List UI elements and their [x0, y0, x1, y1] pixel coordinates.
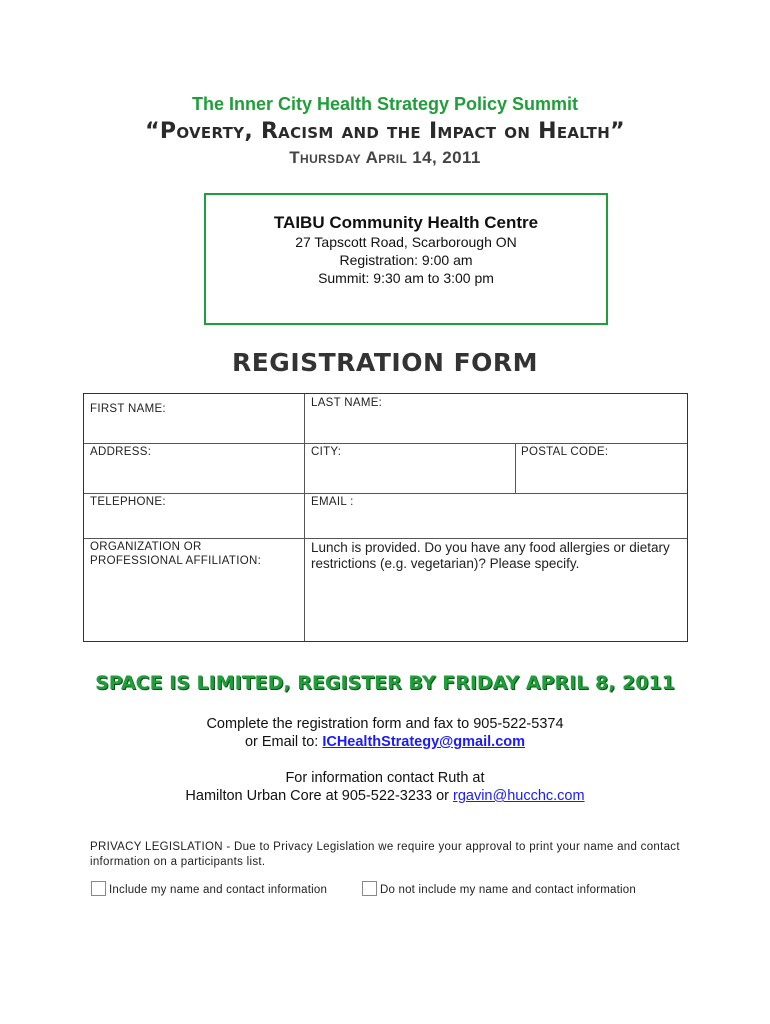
- summit-date: Thursday April 14, 2011: [289, 148, 481, 167]
- include-info-label: Include my name and contact information: [109, 884, 328, 896]
- postal-code-label: POSTAL CODE:: [521, 446, 609, 458]
- privacy-notice: PRIVACY LEGISLATION - Due to Privacy Legislation we require your approval to print your name and contact information on a participants list.: [90, 841, 680, 868]
- include-info-option[interactable]: [91, 881, 327, 896]
- exclude-info-option[interactable]: [362, 881, 636, 896]
- venue-summit-time: Summit: 9:30 am to 3:00 pm: [318, 270, 494, 286]
- city-field[interactable]: [311, 446, 513, 492]
- lunch-note: Lunch is provided. Do you have any food allergies or dietary restrictions (e.g. vegetarian)? Please specify.: [311, 540, 670, 571]
- fax-line: Complete the registration form and fax to 905-522-5374: [206, 716, 564, 732]
- row-divider: [84, 443, 687, 444]
- include-info-checkbox[interactable]: [91, 881, 106, 896]
- postal-code-field[interactable]: [521, 446, 685, 492]
- organization-field[interactable]: [90, 541, 302, 639]
- telephone-label: TELEPHONE:: [90, 496, 166, 508]
- dietary-restrictions-field[interactable]: [311, 540, 685, 639]
- telephone-field[interactable]: [90, 496, 302, 537]
- row-divider: [84, 493, 687, 494]
- email-prefix: or Email to:: [244, 734, 323, 750]
- registration-deadline-notice: SPACE IS LIMITED, REGISTER BY FRIDAY APRIL 8, 2011: [95, 672, 675, 694]
- submission-instructions: [0, 715, 770, 751]
- column-divider: [304, 394, 305, 641]
- address-label: ADDRESS:: [90, 446, 152, 458]
- last-name-field[interactable]: [311, 394, 685, 442]
- email-field[interactable]: [311, 496, 685, 537]
- contact-email-link[interactable]: rgavin@hucchc.com: [453, 788, 585, 804]
- exclude-info-checkbox[interactable]: [362, 881, 377, 896]
- registration-email-link[interactable]: ICHealthStrategy@gmail.com: [322, 734, 526, 750]
- address-field[interactable]: [90, 446, 302, 492]
- venue-box: [204, 193, 608, 325]
- city-label: CITY:: [311, 446, 342, 458]
- first-name-label: FIRST NAME:: [90, 403, 166, 415]
- contact-prefix: Hamilton Urban Core at 905-522-3233 or: [185, 788, 453, 804]
- row-divider: [84, 538, 687, 539]
- contact-line: For information contact Ruth at: [285, 770, 485, 786]
- contact-information: [0, 769, 770, 805]
- last-name-label: LAST NAME:: [311, 397, 383, 409]
- first-name-field[interactable]: [90, 398, 302, 442]
- contact-detail-line: [0, 787, 770, 805]
- venue-address: 27 Tapscott Road, Scarborough ON: [295, 234, 517, 250]
- summit-title: The Inner City Health Strategy Policy Summit: [191, 94, 579, 114]
- organization-label-line1: ORGANIZATION OR: [90, 541, 202, 553]
- venue-name: TAIBU Community Health Centre: [273, 213, 539, 232]
- email-line: [0, 733, 770, 751]
- registration-form-table: [83, 393, 688, 642]
- summit-subtitle: “Poverty, Racism and the Impact on Health”: [145, 119, 625, 144]
- organization-label-line2: PROFESSIONAL AFFILIATION:: [90, 555, 262, 567]
- venue-registration-time: Registration: 9:00 am: [339, 252, 473, 268]
- exclude-info-label: Do not include my name and contact information: [380, 884, 636, 896]
- email-label: EMAIL :: [311, 496, 354, 508]
- form-title: REGISTRATION FORM: [231, 348, 539, 377]
- column-divider: [515, 443, 516, 493]
